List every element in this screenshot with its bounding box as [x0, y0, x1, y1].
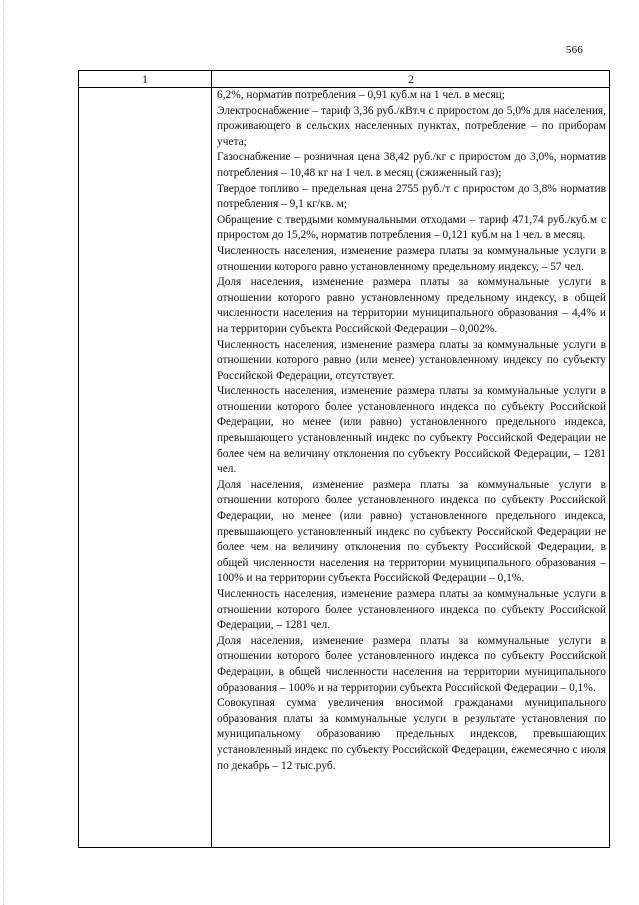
paragraph-population-above-index: Численность населения, изменение размера платы за коммунальные услуги в отношении которого более установленного индекса по субъекту Российской Федерации, – 1281 чел.: [217, 588, 606, 632]
paragraph-population-between-index: Численность населения, изменение размера платы за коммунальные услуги в отношении которого более установленного индекса по субъекту Российской Федерации, но менее (или равно) установленного предельного индекса, превышающего установленный индекс по субъекту Российской Федерации не более чем на величину отклонения по субъекту Российской Федерации, – 1281 чел.: [217, 385, 606, 476]
column-divider: [211, 71, 212, 847]
document-table: [78, 70, 610, 848]
page-number: 566: [565, 44, 583, 56]
paragraph-total-increase: Совокупная сумма увеличения вносимой гражданами муниципального образования платы за коммунальные услуги в результате установления по муниципальному образованию предельных индексов, превышающих установленный индекс по субъекту Российской Федерации, ежемесячно с июля по декабрь – 12 тыс.руб.: [217, 697, 606, 772]
paragraph-water-norm: 6,2%, норматив потребления – 0,91 куб.м на 1 чел. в месяц;: [217, 89, 505, 101]
paragraph-share-equal-limit: Доля населения, изменение размера платы за коммунальные услуги в отношении которого равно установленному предельному индексу, в общей численности населения на территории муниципального образования – 4,4% и на территории субъекта Российской Федерации – 0,002%.: [217, 276, 606, 335]
paragraph-population-equal-limit: Численность населения, изменение размера платы за коммунальные услуги в отношении которого равно установленному предельному индексу, – 57 чел.: [217, 244, 606, 273]
table-body-text: [217, 88, 606, 774]
paragraph-gas: Газоснабжение – розничная цена 38,42 руб./кг с приростом до 3,0%, норматив потребления – 10,48 кг на 1 чел. в месяц (сжиженный газ);: [217, 151, 606, 179]
paragraph-share-above-index: Доля населения, изменение размера платы за коммунальные услуги в отношении которого более установленного индекса по субъекту Российской Федерации, в общей численности населения на территории муниципального образования – 100% и на территории субъекта Российской Федерации – 0,1%.: [217, 634, 606, 694]
table-header-row: [79, 71, 609, 88]
paragraph-population-below-index: Численность населения, изменение размера платы за коммунальные услуги в отношении которого равно (или менее) установленному индексу по субъекту Российской Федерации, отсутствует.: [217, 338, 606, 382]
table-header-col-2: 2: [408, 72, 414, 86]
paragraph-share-between-index: Доля населения, изменение размера платы за коммунальные услуги в отношении которого более установленного индекса по субъекту Российской Федерации, но менее (или равно) установленного предельного индекса, превышающего установленный индекс по субъекту Российской Федерации не более чем на величину отклонения по субъекту Российской Федерации, в общей численности населения на территории муниципального образования – 100% и на территории субъекта Российской Федерации – 0,1%.: [217, 478, 606, 585]
paragraph-waste: Обращение с твердыми коммунальными отходами – тариф 471,74 руб./куб.м с приростом до 15,2%, норматив потребления – 0,121 куб.м на 1 чел. в месяц.: [217, 213, 606, 242]
paragraph-electricity: Электроснабжение – тариф 3,36 руб./кВт.ч с приростом до 5,0% для населения, проживающего в сельских населенных пунктах, потребление – по приборам учета;: [217, 104, 606, 148]
scan-edge-line: [3, 0, 4, 905]
table-header-col-1: 1: [142, 72, 148, 86]
paragraph-solid-fuel: Твердое топливо – предельная цена 2755 руб./т с приростом до 3,8% норматив потребления – 9,1 кг/кв. м;: [217, 182, 606, 211]
